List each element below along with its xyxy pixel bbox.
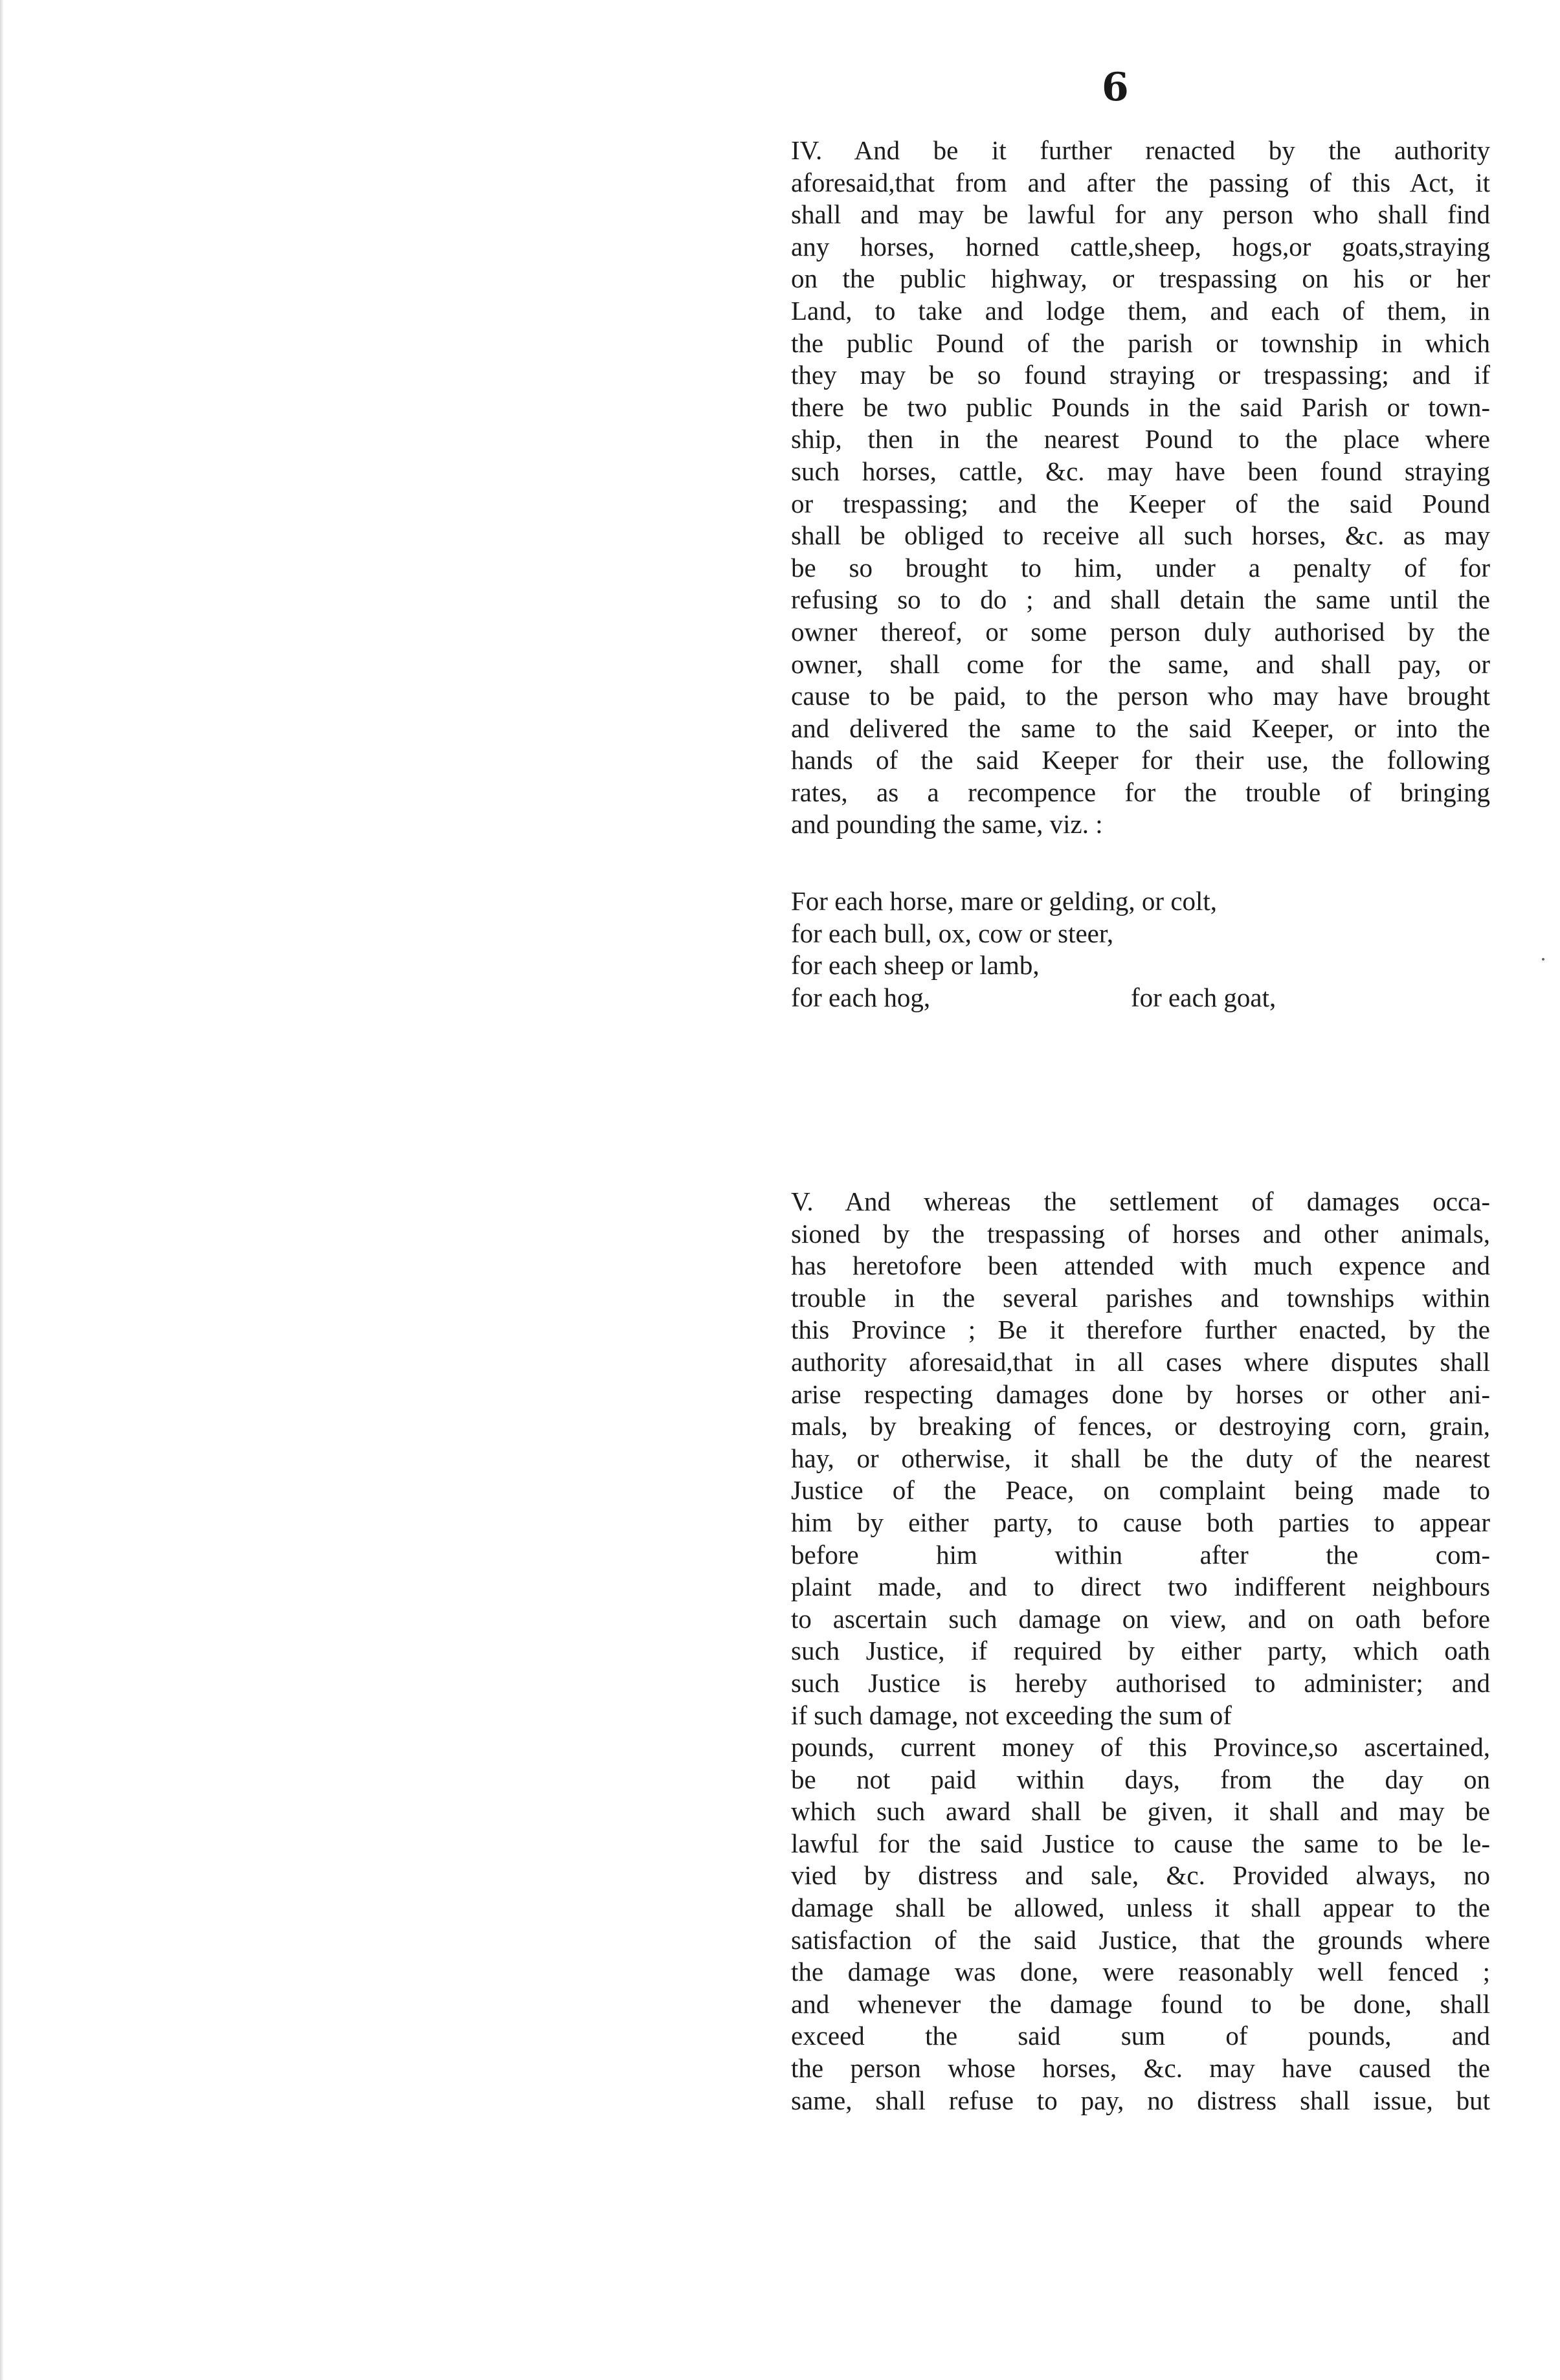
text-line: same, shall refuse to pay, no distress shall issue, but: [791, 2085, 1490, 2115]
text-line: to ascertain such damage on view, and on oath before: [791, 1603, 1490, 1634]
text-line: such Justice, if required by either party, which oath: [791, 1636, 1490, 1666]
text-line: trouble in the several parishes and townships within: [791, 1282, 1490, 1313]
text-line: Justice of the Peace, on complaint being made to: [791, 1475, 1490, 1506]
text-line: IV. And be it further renacted by the authority: [791, 135, 1490, 165]
text-line: and delivered the same to the said Keeper, or into the: [791, 713, 1490, 743]
section-v: [791, 1186, 1490, 2117]
text-line: there be two public Pounds in the said Parish or town-: [791, 392, 1490, 422]
text-line: owner, shall come for the same, and shall pay, or: [791, 649, 1490, 679]
text-line: lawful for the said Justice to cause the same to be le-: [791, 1828, 1490, 1858]
text-line: damage shall be allowed, unless it shall appear to the: [791, 1893, 1490, 1923]
text-line: such horses, cattle, &c. may have been found straying: [791, 456, 1490, 486]
text-line: they may be so found straying or trespassing; and if: [791, 360, 1490, 390]
text-line: vied by distress and sale, &c. Provided always, no: [791, 1860, 1490, 1891]
text-line: sioned by the trespassing of horses and other animals,: [791, 1218, 1490, 1249]
text-line: the damage was done, were reasonably well fenced ;: [791, 1957, 1490, 1987]
text-line: such Justice is hereby authorised to administer; and: [791, 1667, 1490, 1698]
pound-rates-list: [791, 885, 1438, 1014]
text-line: satisfaction of the said Justice, that the grounds where: [791, 1924, 1490, 1955]
text-line: this Province ; Be it therefore further enacted, by the: [791, 1315, 1490, 1345]
text-line: the person whose horses, &c. may have caused the: [791, 2053, 1490, 2084]
text-line: refusing so to do ; and shall detain the same until the: [791, 584, 1490, 615]
text-line: the public Pound of the parish or township in which: [791, 328, 1490, 358]
text-line: be not paid within days, from the day on: [791, 1764, 1490, 1794]
text-line: before him within after the com-: [791, 1539, 1490, 1570]
text-line: authority aforesaid,that in all cases where disputes shall: [791, 1346, 1490, 1377]
text-line: or trespassing; and the Keeper of the said Pound: [791, 488, 1490, 518]
text-line: exceed the said sum of pounds, and: [791, 2021, 1490, 2051]
text-line: be so brought to him, under a penalty of for: [791, 552, 1490, 583]
rate-goat: for each goat,: [1131, 982, 1276, 1012]
text-line: plaint made, and to direct two indifferent neighbours: [791, 1572, 1490, 1602]
text-line: if such damage, not exceeding the sum of: [791, 1700, 1232, 1730]
text-line: any horses, horned cattle,sheep, hogs,or goats,straying: [791, 231, 1490, 261]
page-number: 6: [1102, 65, 1129, 110]
text-line: and pounding the same, viz. :: [791, 809, 1103, 840]
text-line: hands of the said Keeper for their use, the following: [791, 745, 1490, 775]
text-line: Land, to take and lodge them, and each of them, in: [791, 295, 1490, 326]
text-line: on the public highway, or trespassing on his or her: [791, 263, 1490, 294]
text-line: aforesaid,that from and after the passing of this Act, it: [791, 167, 1490, 197]
text-line: which such award shall be given, it shall and may be: [791, 1796, 1490, 1827]
rate-sheep: for each sheep or lamb,: [791, 950, 1040, 981]
text-line: cause to be paid, to the person who may have brought: [791, 681, 1490, 711]
text-line: hay, or otherwise, it shall be the duty of the nearest: [791, 1443, 1490, 1473]
text-line: mals, by breaking of fences, or destroying corn, grain,: [791, 1411, 1490, 1441]
text-line: V. And whereas the settlement of damages occa-: [791, 1186, 1490, 1216]
rate-horse: For each horse, mare or gelding, or colt,: [791, 886, 1218, 916]
text-line: rates, as a recompence for the trouble of bringing: [791, 777, 1490, 807]
text-line: shall be obliged to receive all such horses, &c. as may: [791, 520, 1490, 551]
scan-speck: [1542, 958, 1544, 961]
text-line: has heretofore been attended with much expence and: [791, 1251, 1490, 1281]
rate-hog: for each hog,: [791, 982, 931, 1012]
text-line: arise respecting damages done by horses or other ani-: [791, 1379, 1490, 1409]
text-line: him by either party, to cause both parties to appear: [791, 1507, 1490, 1537]
section-iv: [791, 135, 1490, 841]
text-line: owner thereof, or some person duly authorised by the: [791, 616, 1490, 647]
rate-hog-goat-row: [791, 982, 1438, 1014]
text-line: pounds, current money of this Province,so ascertained,: [791, 1732, 1490, 1763]
scan-edge-shadow: [0, 0, 4, 2380]
text-line: ship, then in the nearest Pound to the place where: [791, 424, 1490, 454]
text-line: shall and may be lawful for any person who shall find: [791, 199, 1490, 230]
text-line: and whenever the damage found to be done, shall: [791, 1988, 1490, 2019]
rate-bull: for each bull, ox, cow or steer,: [791, 918, 1114, 948]
